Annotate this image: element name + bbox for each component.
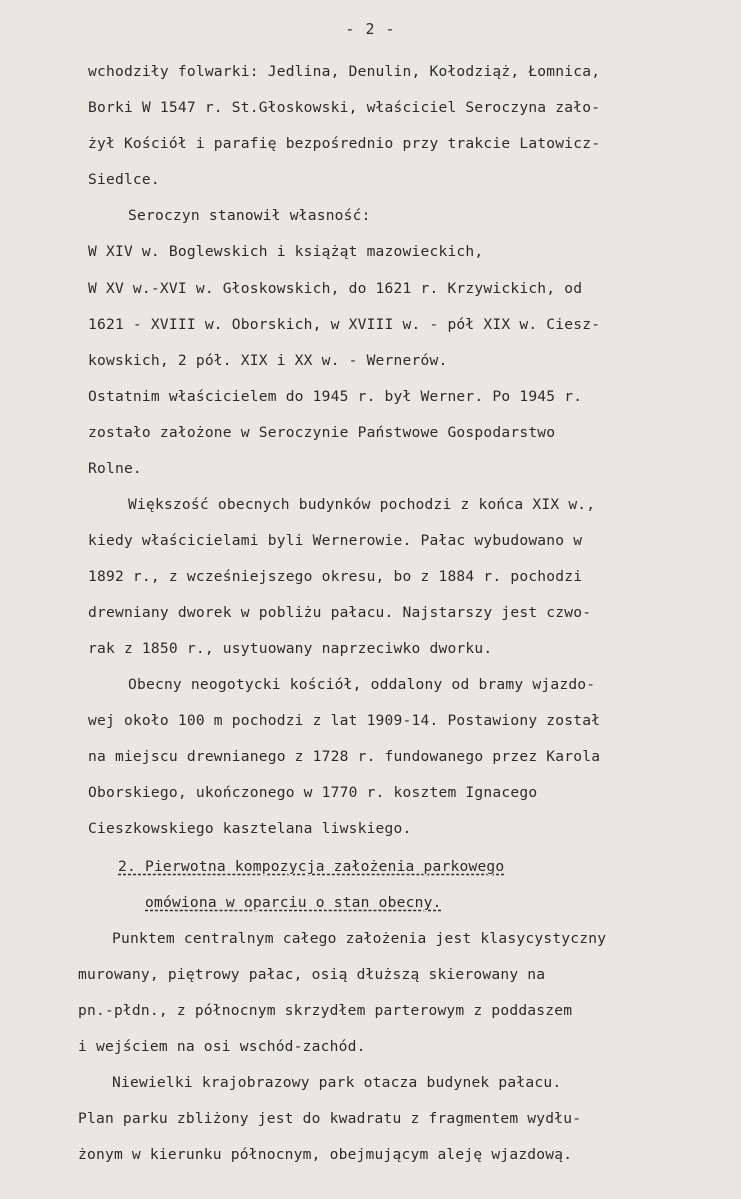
text-line: rak z 1850 r., usytuowany naprzeciwko dworku. <box>88 640 493 657</box>
text-line: drewniany dworek w pobliżu pałacu. Najstarszy jest czwo- <box>88 604 592 621</box>
text-line: Plan parku zbliżony jest do kwadratu z fragmentem wydłu- <box>78 1110 582 1127</box>
text-line: Seroczyn stanowił własność: <box>128 207 371 224</box>
text-line: Oborskiego, ukończonego w 1770 r. kosztem Ignacego <box>88 784 538 801</box>
text-line: Ostatnim właścicielem do 1945 r. był Werner. Po 1945 r. <box>88 388 583 405</box>
text-line: W XV w.-XVI w. Głoskowskich, do 1621 r. Krzywickich, od <box>88 280 583 297</box>
section-heading-line: 2. Pierwotna kompozycja założenia parkowego <box>118 858 505 875</box>
text-line: pn.-płdn., z północnym skrzydłem parterowym z poddaszem <box>78 1002 573 1019</box>
text-line: Rolne. <box>88 460 142 477</box>
text-line: na miejscu drewnianego z 1728 r. fundowanego przez Karola <box>88 748 601 765</box>
text-line: żonym w kierunku północnym, obejmującym aleję wjazdową. <box>78 1146 573 1163</box>
text-line: kowskich, 2 pół. XIX i XX w. - Wernerów. <box>88 352 448 369</box>
text-line: Niewielki krajobrazowy park otacza budynek pałacu. <box>112 1074 562 1091</box>
text-line: 1621 - XVIII w. Oborskich, w XVIII w. - pół XIX w. Ciesz- <box>88 316 601 333</box>
page-number: - 2 - <box>345 20 396 38</box>
text-line: wej około 100 m pochodzi z lat 1909-14. Postawiony został <box>88 712 601 729</box>
text-line: Punktem centralnym całego założenia jest klasycystyczny <box>112 930 607 947</box>
text-line: żył Kościół i parafię bezpośrednio przy trakcie Latowicz- <box>88 135 601 152</box>
section-heading-line: omówiona w oparciu o stan obecny. <box>145 894 442 911</box>
text-line: 1892 r., z wcześniejszego okresu, bo z 1884 r. pochodzi <box>88 568 583 585</box>
text-line: Siedlce. <box>88 171 160 188</box>
text-line: Borki W 1547 r. St.Głoskowski, właściciel Seroczyna zało- <box>88 99 601 116</box>
text-line: zostało założone w Seroczynie Państwowe Gospodarstwo <box>88 424 556 441</box>
text-line: i wejściem na osi wschód-zachód. <box>78 1038 366 1055</box>
text-line: Cieszkowskiego kasztelana liwskiego. <box>88 820 412 837</box>
text-line: wchodziły folwarki: Jedlina, Denulin, Kołodziąż, Łomnica, <box>88 63 601 80</box>
text-line: W XIV w. Boglewskich i książąt mazowieckich, <box>88 243 484 260</box>
text-line: murowany, piętrowy pałac, osią dłuższą skierowany na <box>78 966 546 983</box>
text-line: kiedy właścicielami byli Wernerowie. Pałac wybudowano w <box>88 532 583 549</box>
text-line: Większość obecnych budynków pochodzi z końca XIX w., <box>128 496 596 513</box>
text-line: Obecny neogotycki kościół, oddalony od bramy wjazdo- <box>128 676 596 693</box>
